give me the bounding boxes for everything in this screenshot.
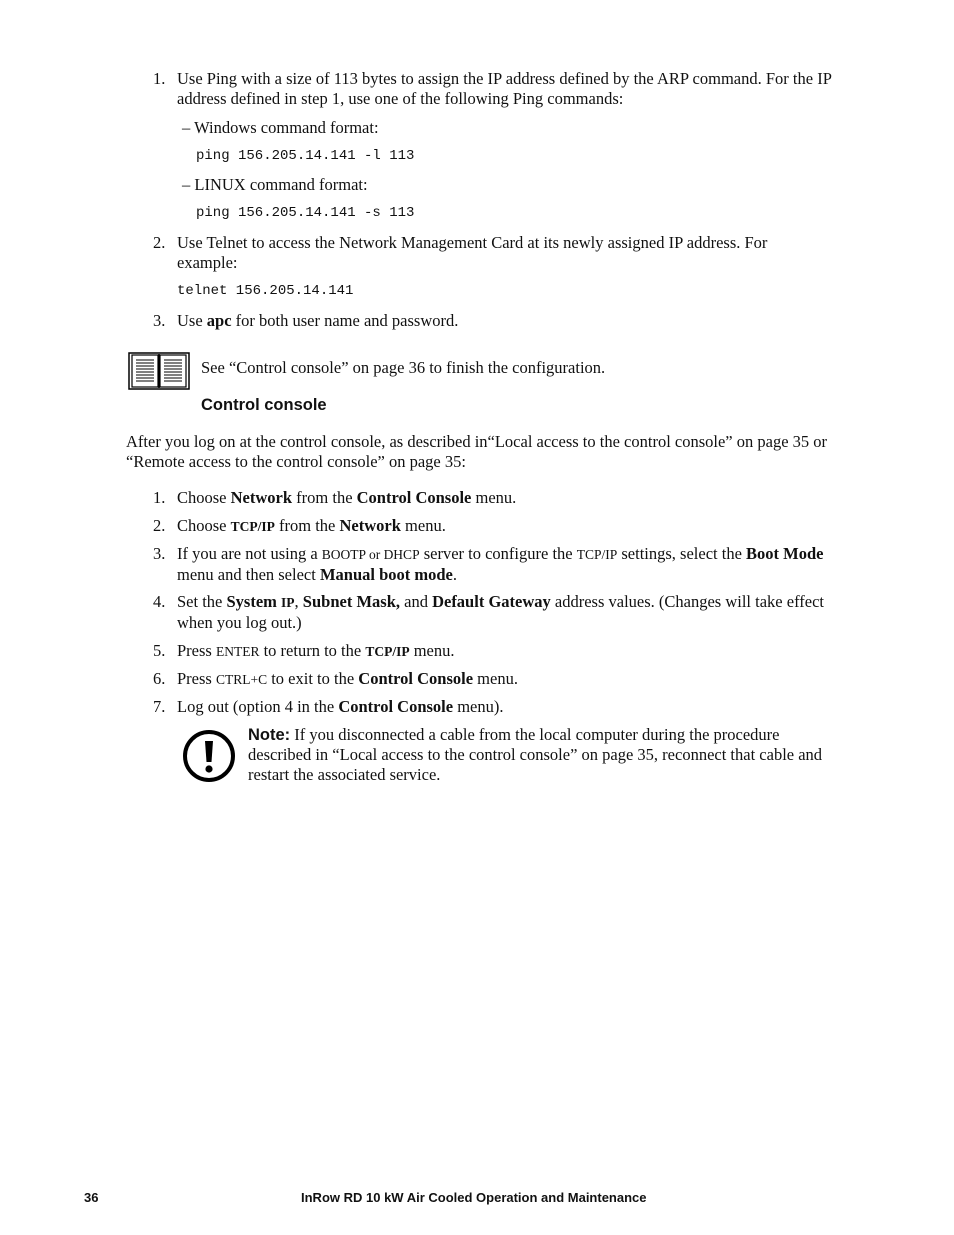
telnet-command: telnet 156.205.14.141 <box>177 283 354 299</box>
intro-paragraph: After you log on at the control console, as described in“Local access to the control console” on page 35 or “Remote access to the control console” on page 35: <box>126 432 828 471</box>
list-item-text: Use Telnet to access the Network Management Card at its newly assigned IP address. For example: <box>177 233 768 272</box>
windows-ping-command: ping 156.205.14.141 -l 113 <box>196 148 415 164</box>
list-number: 7. <box>153 697 166 716</box>
linux-format-label: – LINUX command format: <box>182 175 368 194</box>
list-number: 6. <box>153 669 166 688</box>
note-text: Note: If you disconnected a cable from the local computer during the procedure described in “Local access to the control console” on page 35, reconnect that cable and restart the associated service. <box>248 725 823 784</box>
see-reference-text: See “Control console” on page 36 to finish the configuration. <box>201 358 606 377</box>
list-item-text: Use Ping with a size of 113 bytes to assign the IP address defined by the ARP command. For the IP address defined in step 1, use one of the following Ping commands: <box>177 69 832 108</box>
list-number: 5. <box>153 641 166 660</box>
list-item-text: Press CTRL+C to exit to the Control Console menu. <box>177 669 518 688</box>
list-number: 3. <box>153 544 166 563</box>
list-number: 4. <box>153 592 166 611</box>
list-item-text: Press ENTER to return to the TCP/IP menu. <box>177 641 455 660</box>
list-number: 3. <box>153 311 166 330</box>
list-number: 2. <box>153 516 166 535</box>
list-number: 1. <box>153 69 166 88</box>
windows-format-label: – Windows command format: <box>182 118 379 137</box>
list-item-text: Set the System IP, Subnet Mask, and Default Gateway address values. (Changes will take effect when you log out.) <box>177 592 824 632</box>
list-item-text: Log out (option 4 in the Control Console menu). <box>177 697 504 716</box>
list-item-text: If you are not using a BOOTP or DHCP server to configure the TCP/IP settings, select the Boot Mode menu and then select Manual boot mode. <box>177 544 824 584</box>
list-item-text: Choose TCP/IP from the Network menu. <box>177 516 446 535</box>
note-label: Note: <box>248 726 291 744</box>
section-heading: Control console <box>201 396 327 414</box>
book-icon <box>128 351 190 396</box>
linux-ping-command: ping 156.205.14.141 -s 113 <box>196 205 415 221</box>
list-item-text: Use apc for both user name and password. <box>177 311 459 330</box>
list-item-text: Choose Network from the Control Console menu. <box>177 488 517 507</box>
list-number: 1. <box>153 488 166 507</box>
page-number: 36 <box>84 1190 99 1205</box>
footer-title: InRow RD 10 kW Air Cooled Operation and Maintenance <box>301 1190 647 1205</box>
list-number: 2. <box>153 233 166 252</box>
exclamation-icon <box>182 729 236 788</box>
